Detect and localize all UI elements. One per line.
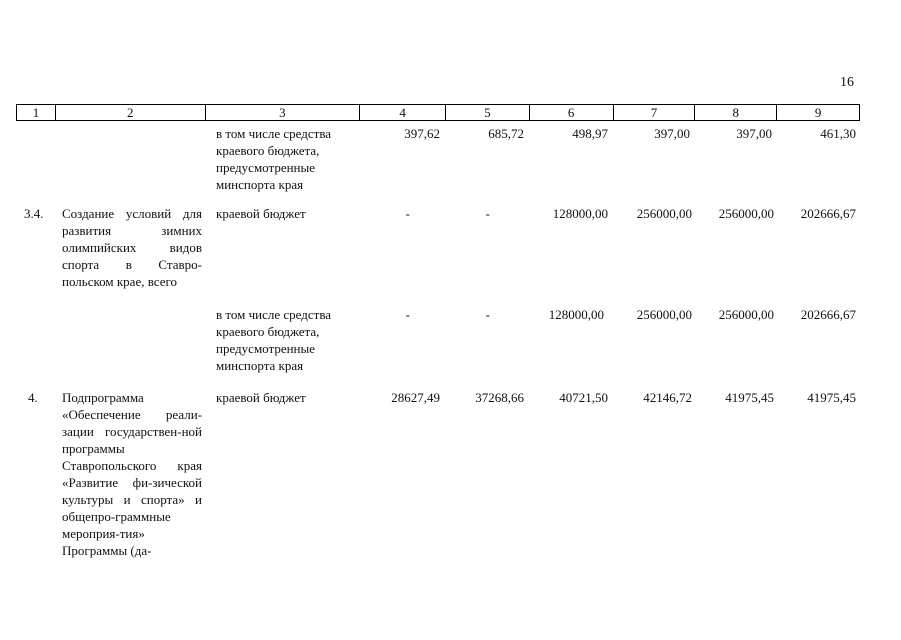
funding-source: краевой бюджет [216,390,306,405]
value-col-5: - [485,206,490,221]
value-col-4: 28627,49 [391,390,440,405]
value-col-6: 40721,50 [559,390,608,405]
header-cell-5: 5 [446,105,530,120]
activity-name: Создание условий для развития зимних олимпийских видов спорта в Ставро-польском крае, всего [62,206,202,289]
value-col-4: - [405,307,410,322]
value-col-7: 397,00 [654,126,690,141]
value-col-4: 397,62 [404,126,440,141]
activity-name: Подпрограмма «Обеспечение реали-зации государствен-ной программы Ставропольского края «Развитие фи-зической культуры и спорта» и общепро-граммные мероприя-тия» Программы (да- [62,390,202,558]
value-col-6: 128000,00 [548,307,604,322]
value-col-5: - [485,307,490,322]
value-col-7: 42146,72 [643,390,692,405]
funding-source: в том числе средства краевого бюджета, предусмотренные минспорта края [216,307,332,373]
page-number: 16 [840,75,854,90]
header-cell-6: 6 [530,105,614,120]
header-cell-3: 3 [206,105,361,120]
row-number: 4. [28,390,38,405]
value-col-8: 256000,00 [718,206,774,221]
table-header [16,104,860,121]
value-col-7: 256000,00 [636,206,692,221]
value-col-8: 41975,45 [725,390,774,405]
value-col-5: 685,72 [488,126,524,141]
header-cell-4: 4 [360,105,446,120]
header-cell-9: 9 [814,105,822,120]
value-col-9: 202666,67 [800,307,856,322]
value-col-4: - [405,206,410,221]
row-number: 3.4. [24,206,44,221]
header-cell-2: 2 [56,105,206,120]
funding-source: краевой бюджет [216,206,306,221]
value-col-6: 498,97 [572,126,608,141]
value-col-8: 256000,00 [718,307,774,322]
value-col-9: 41975,45 [807,390,856,405]
funding-source: в том числе средства краевого бюджета, предусмотренные минспорта края [216,126,332,192]
header-cell-1: 1 [17,105,56,120]
value-col-5: 37268,66 [475,390,524,405]
value-col-9: 461,30 [820,126,856,141]
header-cell-8: 8 [695,105,777,120]
value-col-6: 128000,00 [552,206,608,221]
value-col-8: 397,00 [736,126,772,141]
header-cell-7: 7 [614,105,696,120]
value-col-7: 256000,00 [636,307,692,322]
value-col-9: 202666,67 [800,206,856,221]
